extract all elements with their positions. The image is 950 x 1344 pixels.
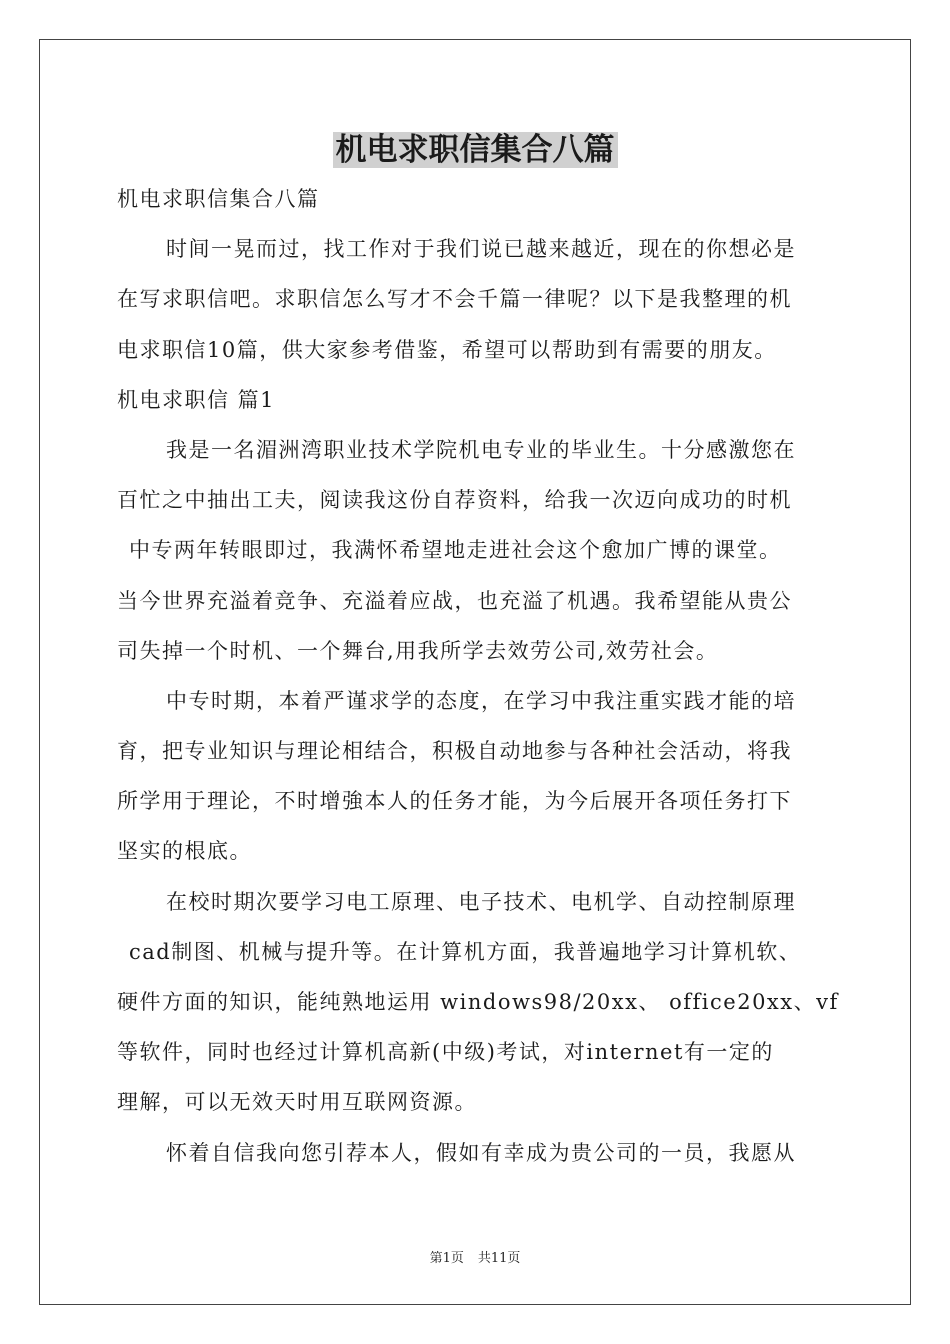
paragraph-line: 我是一名湄洲湾职业技术学院机电专业的毕业生。十分感激您在 bbox=[166, 437, 796, 462]
paragraph-line: cad制图、机械与提升等。在计算机方面，我普遍地学习计算机软、 bbox=[129, 939, 802, 964]
paragraph-line: 在校时期次要学习电工原理、电子技术、电机学、自动控制原理 bbox=[166, 889, 796, 914]
paragraph-line: 当今世界充溢着竞争、充溢着应战，也充溢了机遇。我希望能从贵公 bbox=[117, 588, 792, 613]
document-title bbox=[0, 128, 950, 172]
paragraph-line: 百忙之中抽出工夫，阅读我这份自荐资料，给我一次迈向成功的时机 bbox=[117, 488, 792, 513]
paragraph-line: 育，把专业知识与理论相结合，积极自动地参与各种社会活动，将我 bbox=[117, 739, 792, 764]
paragraph-line: 硬件方面的知识，能纯熟地运用 windows98/20xx、 office20xx、vf bbox=[117, 990, 839, 1014]
page-footer bbox=[0, 1247, 950, 1266]
paragraph-line: 坚实的根底。 bbox=[117, 839, 252, 864]
page-number: 第1页 bbox=[429, 1251, 464, 1266]
paragraph-line: 司失掉一个时机、一个舞台,用我所学去效劳公司,效劳社会。 bbox=[117, 638, 719, 663]
paragraph-line: 时间一晃而过，找工作对于我们说已越来越近，现在的你想必是 bbox=[166, 237, 796, 262]
paragraph-line: 中专两年转眼即过，我满怀希望地走进社会这个愈加广博的课堂。 bbox=[129, 538, 782, 563]
paragraph-line: 电求职信10篇，供大家参考借鉴，希望可以帮助到有需要的朋友。 bbox=[117, 337, 777, 362]
document-title-text: 机电求职信集合八篇 bbox=[333, 132, 618, 168]
total-pages: 共11页 bbox=[477, 1251, 521, 1266]
document-body bbox=[117, 174, 857, 1178]
paragraph-line: 等软件，同时也经过计算机高新(中级)考试，对internet有一定的 bbox=[117, 1040, 774, 1065]
section-heading: 机电求职信 篇1 bbox=[117, 387, 276, 412]
paragraph-line: 中专时期，本着严谨求学的态度，在学习中我注重实践才能的培 bbox=[166, 688, 796, 713]
paragraph-line: 在写求职信吧。求职信怎么写才不会千篇一律呢？以下是我整理的机 bbox=[117, 287, 792, 312]
paragraph-line: 所学用于理论，不时增強本人的任务才能，为今后展开各项任务打下 bbox=[117, 789, 792, 814]
paragraph-line: 怀着自信我向您引荐本人，假如有幸成为贵公司的一员，我愿从 bbox=[166, 1140, 796, 1165]
paragraph-line: 理解，可以无效天时用互联网资源。 bbox=[117, 1090, 477, 1115]
subtitle-line: 机电求职信集合八篇 bbox=[117, 187, 320, 211]
